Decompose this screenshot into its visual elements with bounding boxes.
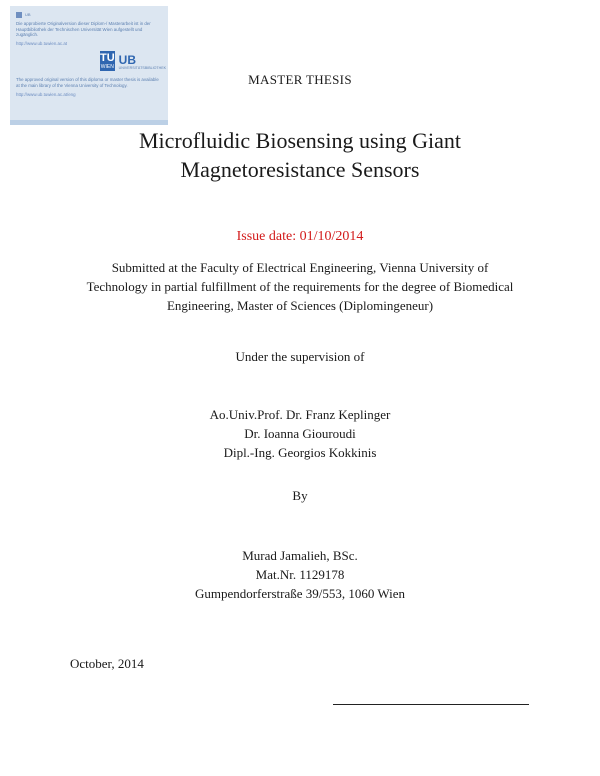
supervision-heading: Under the supervision of: [235, 349, 365, 364]
german-notice: Die approbierte Originalversion dieser Diplom-/ Masterarbeit ist in der Hauptbibliothek der Technischen Universität Wien aufgestellt und zugänglich.: [16, 21, 151, 38]
advisor-list: [0, 405, 600, 462]
stamp-header: [16, 12, 162, 18]
signature-line: [333, 704, 529, 705]
by-label: By: [292, 488, 308, 503]
ub-subtitle: UNIVERSITÄTSBIBLIOTHEK: [118, 65, 166, 70]
advisor-1: Ao.Univ.Prof. Dr. Franz Keplinger: [209, 407, 391, 422]
stamp-divider: [10, 120, 168, 125]
seal-icon: [16, 12, 22, 18]
thesis-label: MASTER THESIS: [248, 72, 352, 87]
english-notice: The approved original version of this diploma or master thesis is available at the main library of the Vienna University of Technology.: [16, 77, 159, 88]
submission-statement: [0, 258, 600, 315]
advisor-2: Dr. Ioanna Giouroudi: [244, 426, 356, 441]
english-link[interactable]: http://www.ub.tuwien.ac.at/eng: [16, 91, 76, 97]
tu-ub-logo: [100, 51, 166, 71]
document-date: October, 2014: [70, 656, 144, 671]
matriculation-number: Mat.Nr. 1129178: [255, 567, 345, 582]
title-line-1: Microfluidic Biosensing using Giant: [138, 128, 462, 153]
ub-label: UB: [118, 52, 137, 67]
library-stamp: [10, 6, 168, 124]
author-address: Gumpendorferstraße 39/553, 1060 Wien: [194, 586, 406, 601]
tu-wien-logo-icon: TU WIEN: [100, 51, 115, 70]
submission-line-3: Engineering, Master of Sciences (Diplomingeneur): [166, 298, 434, 313]
advisor-3: Dipl.-Ing. Georgios Kokkinis: [223, 445, 377, 460]
author-name: Murad Jamalieh, BSc.: [242, 548, 358, 563]
submission-line-2: Technology in partial fulfillment of the requirements for the degree of Biomedical: [86, 279, 514, 294]
title-line-2: Magnetoresistance Sensors: [180, 157, 420, 182]
author-block: [0, 546, 600, 603]
german-link[interactable]: http://www.ub.tuwien.ac.at: [16, 40, 68, 46]
stamp-logo-text: UB: [25, 12, 31, 18]
submission-line-1: Submitted at the Faculty of Electrical Engineering, Vienna University of: [111, 260, 489, 275]
issue-date: Issue date: 01/10/2014: [236, 229, 364, 244]
thesis-title: [0, 126, 600, 184]
